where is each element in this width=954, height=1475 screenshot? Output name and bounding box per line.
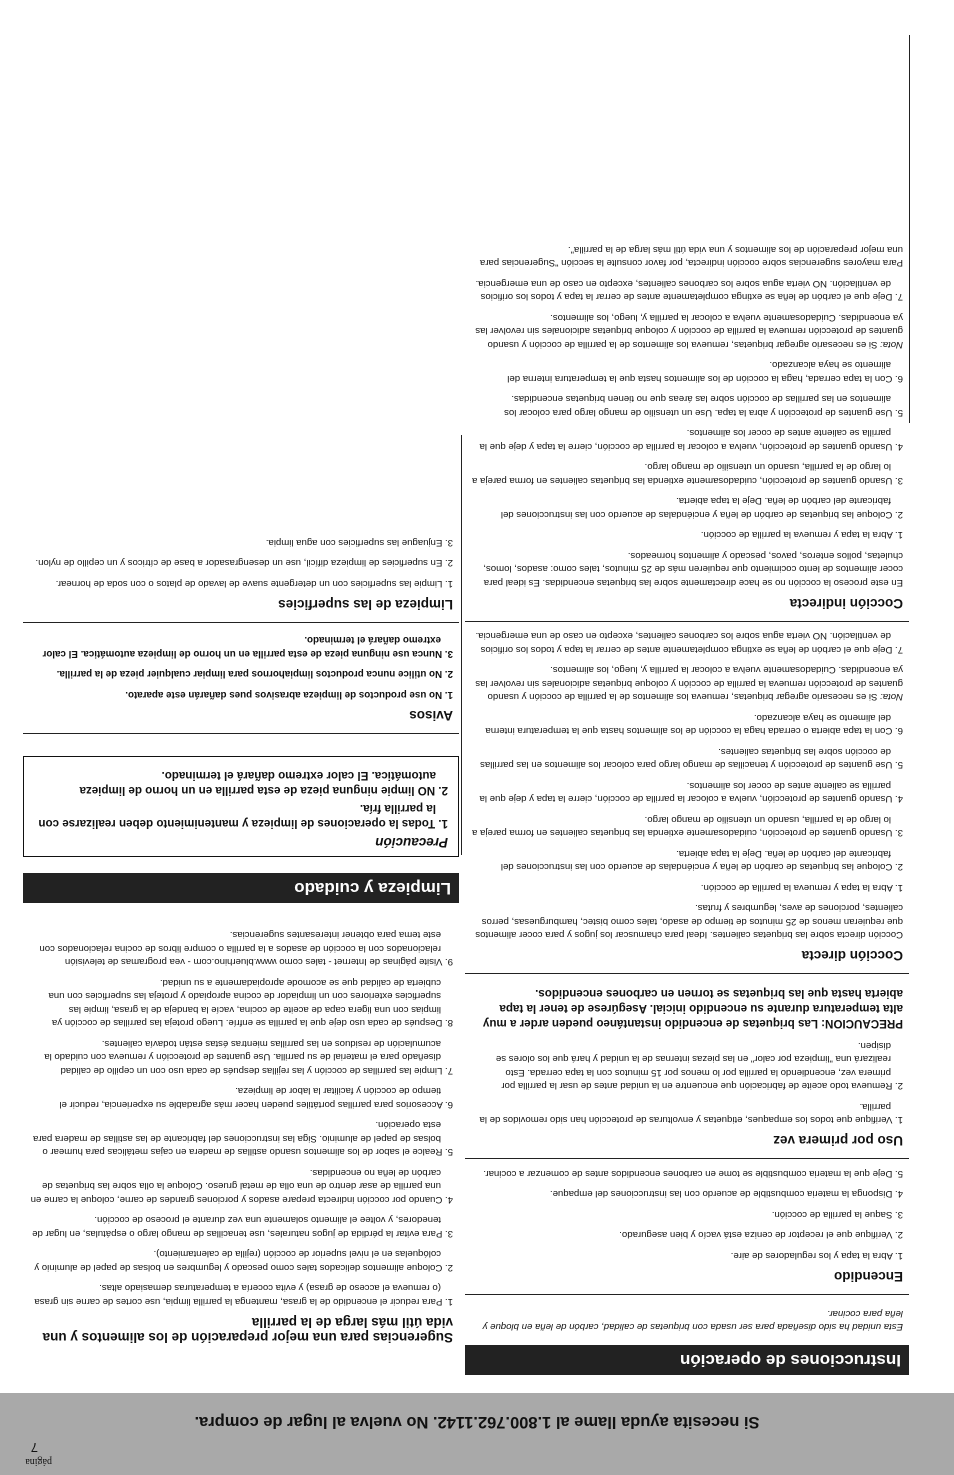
list-item: 7. Limpie las parrillas de cocción y las rejillas después de cada uso con un cepillo de calidad diseñado para el material de su parrilla. Use guantes de protección y remueva con cuidado la acumulación de residuos en las parrillas mientras éstas están todavía calientes.: [44, 1038, 453, 1076]
list-item: 2. No utilice nunca productos limpiahornos para limpiar cualquier pieza de la parrilla.: [56, 668, 453, 680]
heading-avisos: Avisos: [409, 708, 453, 723]
list-item: 3. Para evitar la pérdida de jugos naturales, use tenacillas de mango largo o espátulas, en lugar de tenedores, y voltee el alimento solamente una vez durante el proceso de cocción.: [32, 1214, 453, 1239]
list-item: 9. Visite páginas de Internet - tales como www.bluerhino.com - vea programas de televisión relacionados con la cocción de asados a la parrilla o compre libros de cocina relacionados con este tema para obtener interesantes sugerencias.: [39, 929, 453, 968]
list-item: 1. Verifique que todos los empaques, etiquetas y envolturas de protección han sido removidos de la parrilla.: [479, 1101, 903, 1126]
heading-superficies: Limpieza de las superficies: [278, 597, 453, 612]
list-item: 7. Deje que el carbón de leña se extinga completamente antes de cerrar la tapa y todos los orificios de ventilación. NO vierta agua sobre los carbones calientes, excepto en caso de una emergencia.: [475, 278, 903, 303]
caution-box: [23, 756, 459, 857]
list-primera-vez: [465, 1039, 909, 1127]
list-item: 6. Con la tapa cerrada, haga la cocción de los alimentos hasta que la temperatura interna del alimento se haya alcanzado.: [507, 359, 903, 384]
list-item: 6. Accesorios para parrillas portátiles pueden hacer más agradable su experiencia, reducir el tiempo de cocción y facilitar la labor de limpieza.: [59, 1085, 453, 1110]
column-rule: [909, 35, 910, 423]
divider: [23, 733, 459, 734]
list-item: 2. Coloque alimentos delicados tales como pescado y legumbres en bolsas de papel de aluminio y colóquelas en el nivel superior de cocción (rejilla de calentamiento).: [34, 1248, 453, 1273]
indirecta-note: [471, 311, 903, 352]
list-item: 3. Saque la parrilla de cocción.: [771, 1209, 903, 1220]
page-number: 7: [30, 1440, 38, 1455]
list-item: 1. No use productos de limpieza abrasivos pues dañarán este aparato.: [125, 689, 453, 700]
list-item: 5. Use guantes de protección y tenacillas de mango largo para colocar los alimentos en las parrillas de cocción sobre las briquetas calientes.: [480, 746, 903, 771]
list-avisos: [23, 633, 459, 701]
directa-note: [471, 663, 903, 704]
list-item: 5. Realce el sabor de los alimentos usando astillas de madera en cajas metálicas para humear o bolsas de papel de aluminio. Siga las instrucciones del fabricante de las astillas de madera para esta operación.: [33, 1119, 453, 1158]
note-text: Si es necesario agregar briquetas, remueva los alimentos de la parrilla de cocción y usando guantes de protección remueva la parrilla de cocción y coloque briquetas adicionales sin revolver las ya encendidas. Cuidadosamente vuelva a colocar la parrilla y, luego, los alimentos.: [475, 312, 903, 350]
list-sugerencias: [23, 928, 459, 1308]
page-label: página: [25, 1456, 52, 1467]
caution-text: PRECAUCION: Las briquetas de encendido instantáneo pueden arder a muy alta temperatura durante su encendido inicial. Asegúrese de tener la tapa abierta hasta que las briquetas se tornen en carbones encendidos.: [482, 987, 903, 1031]
list-item: 2. NO limpie ninguna pieza de esta parrilla en un horno de limpieza automática. El calor extremo dañará el terminado.: [79, 769, 448, 797]
column-tips-cleaning: [23, 529, 459, 1376]
list-item: 3. Enjuague las superficies con agua limpia.: [265, 537, 453, 548]
list-item: 2. Coloque las briquetas de carbón de leña y enciéndalas de acuerdo con las instrucciones del fabricante del carbón de leña. Deje la tapa abierta.: [500, 848, 903, 873]
list-coccion-indirecta-last: [465, 277, 909, 304]
help-hotline-text: Si necesita ayuda llame al 1.800.762.1142. No vuelva al lugar de compra.: [194, 1413, 760, 1431]
heading-coccion-directa: Cocción directa: [801, 948, 903, 964]
list-superficies: [23, 536, 459, 591]
divider: [465, 1294, 909, 1295]
note-text: Si es necesario agregar briquetas, remueva los alimentos de la parrilla de cocción y usando guantes de protección remueva la parrilla de cocción y coloque briquetas adicionales sin revolver las ya encendidas. Cuidadosamente vuelva a colocar la parrilla y, luego, los alimentos.: [475, 664, 903, 703]
indirecta-intro: En este proceso la cocción no se hace directamente sobre las briquetas encendidas. Es ideal para cocer alimentos de lento cocimiento que requieren más de 25 minutos, tales como: asados, lomos, chuletas, pollos enteros, pavos, pescado y alimentos horneados.: [483, 550, 903, 588]
divider: [23, 622, 459, 623]
column-operation: [465, 236, 909, 1376]
list-item: 1. Abra la tapa y los reguladores de aire.: [730, 1250, 903, 1261]
heading-sugerencias: Sugerencias para una mejor preparación de los alimentos y una vida útil más larga de la parrilla: [42, 1315, 453, 1345]
list-item: 3. Nunca use ninguna pieza de esta parrilla en un horno de limpieza automática. El calor extremo dañará el terminado.: [42, 634, 453, 659]
list-coccion-directa-last: [465, 629, 909, 656]
heading-encendido: Encendido: [833, 1269, 903, 1284]
column-rule: [461, 435, 462, 855]
indirecta-more: Para mayores sugerencias sobre cocción indirecta, por favor consulte la sección "Sugerencias para una mejor preparación de los alimentos y una vida útil más larga de la parrilla".: [479, 244, 903, 269]
list-coccion-directa: [465, 711, 909, 895]
list-item: 2. En superficies de limpieza difícil, use un desengrasador a base de cítricos y un cepillo de nylon.: [35, 557, 453, 569]
list-item: 3. Usando guantes de protección, cuidadosamente extienda las briquetas calientes en forma pareja a lo largo de la parrilla, usando un utensilio de mango largo.: [472, 814, 903, 839]
list-item: 4. Usando guantes de protección, vuelva a colocar la parrilla de cocción, cierre la tapa y deje que la parrilla se caliente antes de cocer los alimentos.: [479, 780, 903, 805]
caution-title: Precaución: [375, 835, 448, 850]
list-item: 7. Deje que el carbón de leña se extinga completamente antes de cerrar la tapa y todos los orificios de ventilación. NO vierta agua sobre los carbones calientes, excepto en caso de una emergencia.: [475, 630, 903, 655]
list-encendido: [465, 1167, 909, 1263]
list-item: 1. Abra la tapa y remueva la parrilla de cocción.: [700, 529, 903, 541]
list-item: 4. Disponga la materia combustible de acuerdo con las instrucciones del empaque.: [549, 1188, 903, 1200]
section-band-operation: Instrucciones de operación: [465, 1345, 909, 1375]
directa-intro: Cocción directa sobre las briquetas calientes. Ideal para chamuscar los jugos y para cocer alimentos que requieran menos de 25 minutos de tiempo de asado, tales como bistec, hamburguesas, perros calientes, porciones de aves, legumbres y frutas.: [475, 902, 903, 941]
list-item: 2. Remueva todo aceite de fabricación que encuentre en la unidad antes de usar la parrilla por primera vez, encendiendo la parrilla por lo menos por 15 minutos con la tapa cerrada. Esto realizará una "limpieza por calor" en las piezas internas de la unidad y hará que los olores se disipen.: [495, 1040, 903, 1092]
list-item: 3. Usando guantes de protección, cuidadosamente extienda las briquetas calientes en forma pareja a lo largo de la parrilla, usando un utensilio de mango largo.: [472, 461, 903, 486]
list-item: 2. Coloque las briquetas de carbón de leña y enciéndalas de acuerdo con las instrucciones del fabricante del carbón de leña. Deje la tapa abierta.: [500, 495, 903, 520]
list-item: 8. Después de cada uso deje que la parrilla se enfríe. Luego proteja las parrillas de cocción ya limpias con una ligera capa de aceite de cocina, vacíe la bandeja de la grasa, limpie las superficies exteriores con un limpiador de cocina apropiado y proteja las superficies con una cubierta de calidad que se acomode apropiadamente a su unidad.: [48, 977, 453, 1029]
list-coccion-indirecta: [465, 358, 909, 542]
list-item: 5. Deje que la materia combustible se tome en carbones encendidos antes de comenzar a cocinar.: [483, 1168, 903, 1179]
list-item: 6. Con la tapa abierta o cerrada haga la cocción de los alimentos hasta que la temperatura interna del alimento se haya alcanzado.: [485, 712, 903, 737]
list-item: 1. Para reducir el encendido de la grasa, mantenga la parrilla limpia, use cortes de carne sin grasa (o remueva el acceso de grasa) y evita cocería a temperaturas demasiado altas.: [34, 1282, 453, 1307]
section-band-cleaning: Limpieza y cuidado: [23, 873, 459, 903]
note-label: Nota:: [880, 339, 903, 350]
heading-primera-vez: Uso por primera vez: [773, 1133, 903, 1149]
divider: [465, 621, 909, 622]
list-item: 4. Cuando por cocción indirecta prepare asados y porciones grandes de carne, coloque la carne en una parrilla de asar dentro de una olla de metal grueso. Coloque la olla sobre las briquetas de carbón de leña no encendidas.: [30, 1167, 453, 1205]
list-item: 1. Todas la operaciones de limpieza y mantenimiento deben realizarse con la parrilla fría.: [38, 802, 448, 830]
intro-text: Esta unidad ha sido diseñada para ser usada con briquetas de calidad, carbón de leña en bloque y leña para cocinar.: [482, 1308, 903, 1332]
list-item: 5. Use guantes de protección y abra la tapa. Use un utensilio de mango largo para colocar los alimentos en las parrillas de cocción sobre las áreas que no tienen briquetas encendidas.: [504, 393, 903, 418]
list-item: 1. Limpie las superficies con un detergente suave de lavado de platos o con soda de hornear.: [55, 578, 453, 589]
note-label: Nota:: [880, 691, 903, 703]
list-item: 4. Usando guantes de protección, vuelva a colocar la parrilla de cocción, cierre la tapa y deje que la parrilla se caliente antes de cocer los alimentos.: [479, 427, 903, 452]
list-item: 2. Verifique que el receptor de ceniza está vacío y bien asegurado.: [619, 1229, 903, 1241]
heading-coccion-indirecta: Cocción indirecta: [789, 596, 903, 611]
list-precaucion: [34, 768, 448, 831]
divider: [465, 974, 909, 975]
page-footer: [0, 1393, 954, 1475]
list-item: 1. Abra la tapa y remueva la parrilla de cocción.: [700, 882, 903, 893]
divider: [465, 1159, 909, 1160]
